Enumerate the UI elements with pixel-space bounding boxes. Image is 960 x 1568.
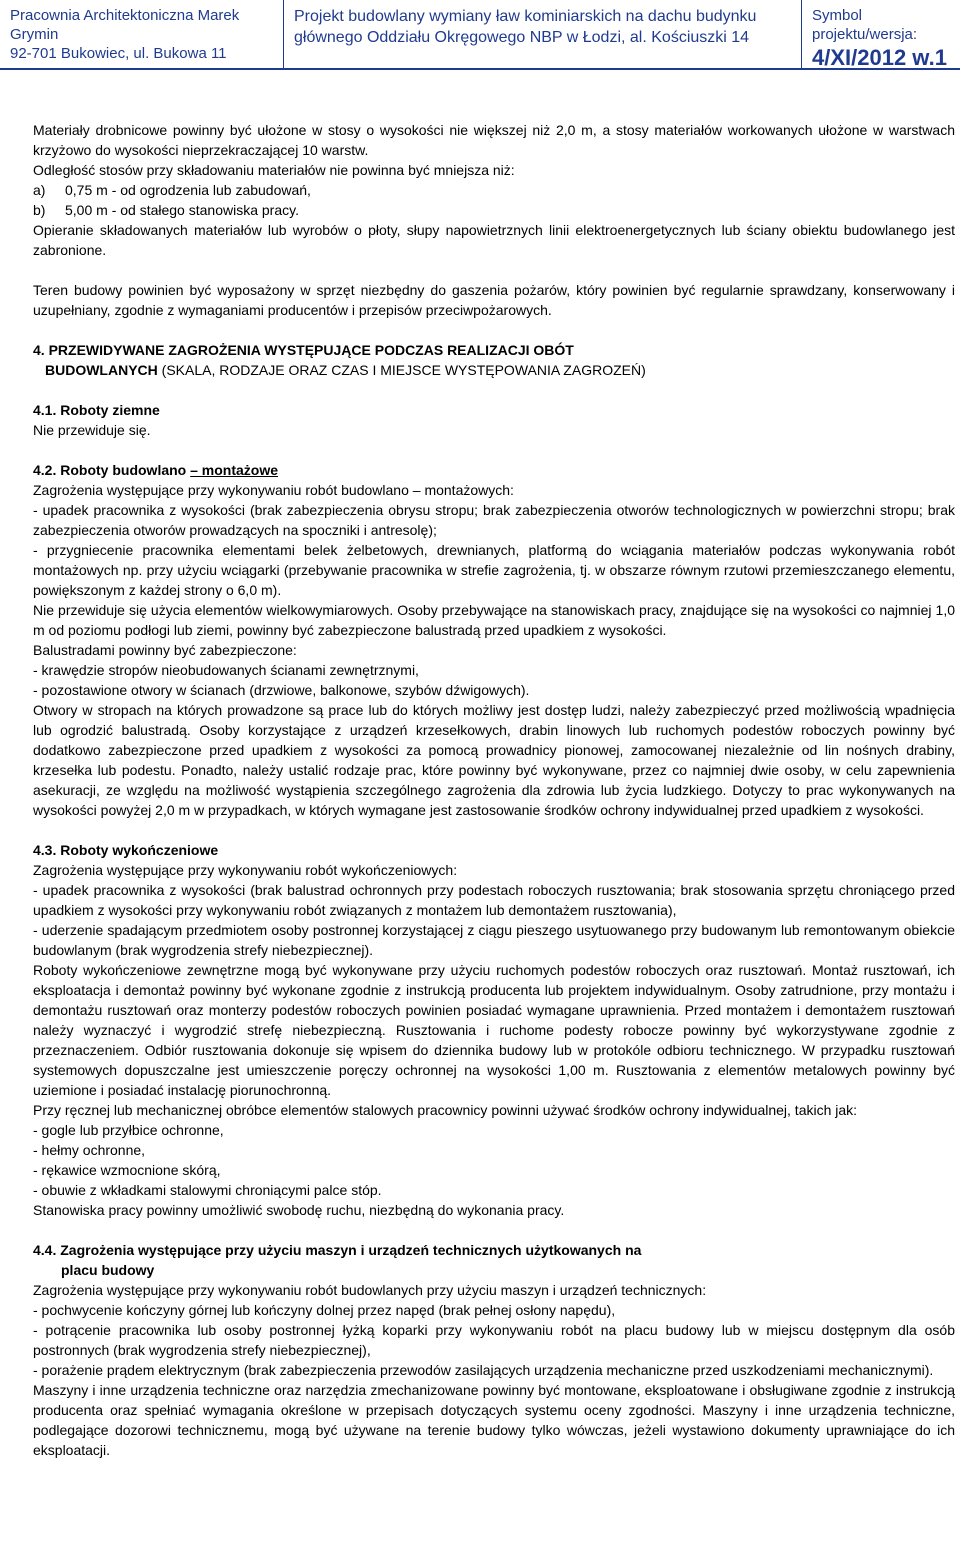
paragraph: Stanowiska pracy powinny umożliwić swobodę ruchu, niezbędną do wykonania pracy.: [33, 1202, 565, 1218]
paragraph: Balustradami powinny być zabezpieczone:: [33, 642, 297, 658]
section-4-4-intro: Zagrożenia występujące przy wykonywaniu robót budowlanych przy użyciu maszyn i urządzeń technicznych:: [33, 1282, 707, 1298]
list-item: - rękawice wzmocnione skórą,: [33, 1162, 221, 1178]
header-symbol: [801, 0, 960, 68]
list-item: - przygniecenie pracownika elementami belek żelbetowych, drewnianych, platformą do wciągania materiałów podczas wykonywania robót montażowych np. przy użyciu wciągarki (przebywanie pracownika w strefie zagrożenia, tj. w obszarze równym rzutowi przemieszczanego elementu, powiększonym z każdej strony o 6,0 m).: [33, 542, 955, 598]
paragraph: Przy ręcznej lub mechanicznej obróbce elementów stalowych pracownicy powinni używać środków ochrony indywidualnej, takich jak:: [33, 1102, 858, 1118]
section-4-2-title: 4.2. Roboty budowlano – montażowe: [33, 462, 279, 478]
list-item: - hełmy ochronne,: [33, 1142, 146, 1158]
symbol-value: 4/XI/2012 w.1: [812, 45, 947, 70]
paragraph: Maszyny i inne urządzenia techniczne oraz narzędzia zmechanizowane powinny być montowane, eksploatowane i obsługiwane zgodnie z instrukcją producenta oraz spełniać wymagania określone w przepisach dotyczących systemu oceny zgodności. Maszyny i inne urządzenia techniczne, podlegające dozorowi technicznemu, mogą być używane na terenie budowy tylko wówczas, jeżeli wystawiono dokumenty uprawniające do ich eksploatacji.: [33, 1382, 955, 1458]
list-item: - porażenie prądem elektrycznym (brak zabezpieczenia przewodów zasilających urządzenia mechaniczne przed uszkodzeniami mechanicznymi).: [33, 1362, 934, 1378]
section-4-3-title: 4.3. Roboty wykończeniowe: [33, 842, 219, 858]
header-company: [0, 0, 283, 68]
paragraph: Otwory w stropach na których prowadzone są prace lub do których możliwy jest dostęp ludzi, należy zabezpieczyć przed możliwością wpadnięcia lub ogrodzić balustradą. Osoby korzystające z urządzeń krzesełkowych, drabin linowych lub ruchomych podestów roboczych powinny być dodatkowo zabezpieczone przed upadkiem z wysokości za pomocą prowadnicy pionowej, zamocowanej niezależnie od lin nośnych drabiny, krzesełka lub podestu. Ponadto, należy ustalić rodzaje prac, które powinny być wykonywane, przez co najmniej dwie osoby, w celu zapewnienia asekuracji, ze względu na możliwość wystąpienia szczególnego zagrożenia dla zdrowia lub życia ludzkiego. Dotyczy to prac wykonywanych na wysokości powyżej 2,0 m w przypadkach, w których wymagane jest zastosowanie środków ochrony indywidualnej przed upadkiem z wysokości.: [33, 702, 955, 818]
project-title-line1: Projekt budowlany wymiany ław kominiarskich na dachu budynku: [294, 8, 757, 25]
section-4-1-title: 4.1. Roboty ziemne: [33, 402, 160, 418]
paragraph-fire-equipment: Teren budowy powinien być wyposażony w sprzęt niezbędny do gaszenia pożarów, który powinien być regularnie sprawdzany, konserwowany i uzupełniany, zgodnie z wymaganiami producentów i przepisów przeciwpożarowych.: [33, 282, 955, 318]
paragraph-stack-distance: Odległość stosów przy składowaniu materiałów nie powinna być mniejsza niż:: [33, 162, 515, 178]
company-name: Pracownia Architektoniczna Marek Grymin: [10, 7, 240, 43]
list-item: - potrącenie pracownika lub osoby postronnej łyżką koparki przy wykonywaniu robót na placu budowy lub w miejscu dostępnym dla osób postronnych (brak wygrodzenia strefy niebezpiecznej),: [33, 1322, 955, 1358]
list-item: b) 5,00 m - od stałego stanowiska pracy.: [33, 202, 299, 218]
paragraph: Roboty wykończeniowe zewnętrzne mogą być wykonywane przy użyciu ruchomych podestów roboczych oraz rusztowań. Montaż rusztowań, ich eksploatacja i demontaż powinny być wykonane zgodnie z instrukcją producenta lub projektem indywidualnym. Osoby zatrudnione, przy montażu i demontażu rusztowań oraz monterzy podestów roboczych powinien posiadać wymagane uprawnienia. Przed montażem i demontażem rusztowań należy wyznaczyć i wygrodzić strefę niebezpieczną. Rusztowania i ruchome podesty robocze powinny być wykorzystywane zgodnie z przeznaczeniem. Odbiór rusztowania dokonuje się wpisem do dziennika budowy lub w protokóle odbioru technicznego. W przypadku rusztowań systemowych dopuszczalne jest umieszczenie poręczy ochronnej na wysokości 1,00 m. Rusztowania z elementów metalowych powinny być uziemione i posiadać instalację piorunochronną.: [33, 962, 955, 1098]
list-item: - pozostawione otwory w ścianach (drzwiowe, balkonowe, szybów dźwigowych).: [33, 682, 530, 698]
section-4-4-title: 4.4. Zagrożenia występujące przy użyciu maszyn i urządzeń technicznych użytkowanych na placu budowy: [33, 1242, 642, 1278]
list-item: - upadek pracownika z wysokości (brak balustrad ochronnych przy podestach roboczych rusztowania; brak stosowania sprzętu chroniącego przed upadkiem z wysokości przy wykonywaniu robót związanych z montażem lub demontażem rusztowania),: [33, 882, 955, 918]
list-item: - uderzenie spadającym przedmiotem osoby postronnej korzystającej z ciągu pieszego usytuowanego przy budowanym lub remontowanym obiekcie budowlanym (brak wygrodzenia strefy niebezpiecznej).: [33, 922, 955, 958]
page-header: [0, 0, 960, 70]
distance-list: [33, 180, 955, 220]
company-address: 92-701 Bukowiec, ul. Bukowa 11: [10, 45, 227, 62]
section-4-2-intro: Zagrożenia występujące przy wykonywaniu robót budowlano – montażowych:: [33, 482, 514, 498]
list-item: a) 0,75 m - od ogrodzenia lub zabudowań,: [33, 182, 311, 198]
document-body: [33, 120, 955, 1460]
list-item: - obuwie z wkładkami stalowymi chroniącymi palce stóp.: [33, 1182, 382, 1198]
header-project: [283, 0, 801, 68]
section-4-3-intro: Zagrożenia występujące przy wykonywaniu robót wykończeniowych:: [33, 862, 458, 878]
project-title-line2: głównego Oddziału Okręgowego NBP w Łodzi, al. Kościuszki 14: [294, 29, 750, 46]
section-4-1-text: Nie przewiduje się.: [33, 422, 151, 438]
paragraph-storage-stacks: Materiały drobnicowe powinny być ułożone w stosy o wysokości nie większej niż 2,0 m, a stosy materiałów workowanych ułożone w warstwach krzyżowo do wysokości nieprzekraczającej 10 warstw.: [33, 122, 955, 158]
paragraph-leaning-materials: Opieranie składowanych materiałów lub wyrobów o płoty, słupy napowietrznych linii elektroenergetycznych lub ściany obiektu budowlanego jest zabronione.: [33, 222, 955, 258]
symbol-label: Symbol projektu/wersja:: [812, 7, 918, 43]
list-item: - krawędzie stropów nieobudowanych ścianami zewnętrznymi,: [33, 662, 419, 678]
paragraph: Nie przewiduje się użycia elementów wielkowymiarowych. Osoby przebywające na stanowiskach pracy, znajdujące się na wysokości co najmniej 1,0 m od poziomu podłogi lub ziemi, powinny być zabezpieczone balustradą przed upadkiem z wysokości.: [33, 602, 955, 638]
list-item: - gogle lub przyłbice ochronne,: [33, 1122, 224, 1138]
list-item: - upadek pracownika z wysokości (brak zabezpieczenia obrysu stropu; brak zabezpieczenia otworów technologicznych w powierzchni stropu; brak zabezpieczenia otworów prowadzących na spoczniki i antresolę);: [33, 502, 955, 538]
list-item: - pochwycenie kończyny górnej lub kończyny dolnej przez napęd (brak pełnej osłony napędu),: [33, 1302, 616, 1318]
section-4-title: 4. PRZEWIDYWANE ZAGROŻENIA WYSTĘPUJĄCE PODCZAS REALIZACJI OBÓT BUDOWLANYCH (SKALA, RODZAJE ORAZ CZAS I MIEJSCE WYSTĘPOWANIA ZAGROZEŃ): [33, 342, 646, 378]
